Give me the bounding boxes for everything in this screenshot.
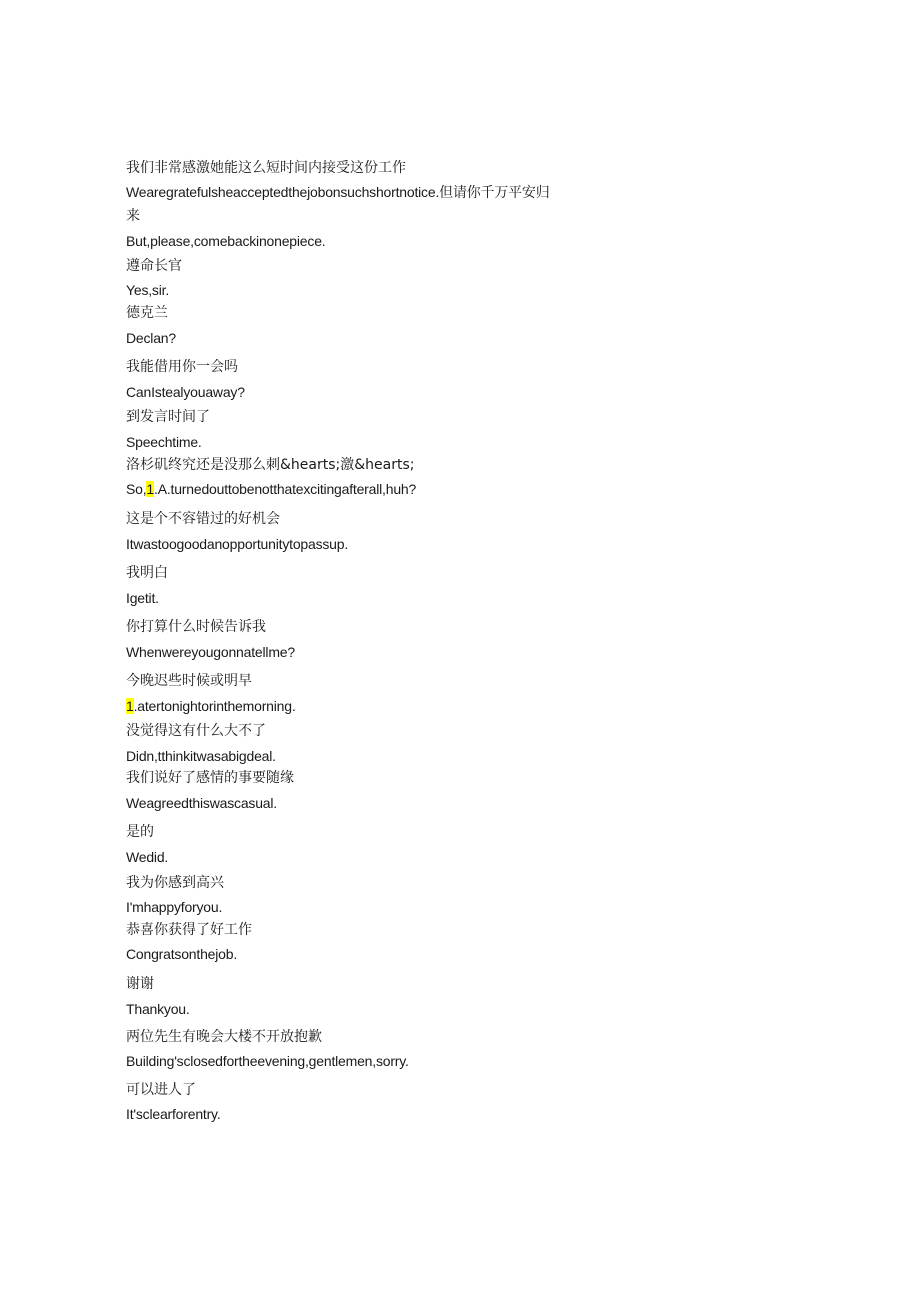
- line-en: Weagreedthiswascasual.: [126, 795, 277, 811]
- line-en: It'sclearforentry.: [126, 1106, 221, 1122]
- line-zh: 可以进人了: [126, 1082, 196, 1098]
- line-en: Didn,tthinkitwasabigdeal.: [126, 748, 276, 764]
- line-en: Wearegratefulsheacceptedthejobonsuchshortnotice.但请你千万平安归: [126, 184, 550, 200]
- line-en: Speechtime.: [126, 434, 202, 450]
- line-en-highlighted: [126, 696, 296, 716]
- line-zh: 到发言时间了: [126, 409, 210, 425]
- line-zh: 洛杉矶终究还是没那么刺&hearts;激&hearts;: [126, 457, 415, 473]
- line-zh: 谢谢: [126, 976, 154, 992]
- line-zh: 两位先生有晚会大楼不开放抱歉: [126, 1029, 322, 1045]
- line-en: Building'sclosedfortheevening,gentlemen,sorry.: [126, 1053, 409, 1069]
- line-zh: 德克兰: [126, 305, 168, 321]
- line-zh: 恭喜你获得了好工作: [126, 922, 252, 938]
- line-zh: 没觉得这有什么大不了: [126, 723, 266, 739]
- line-suffix: .A.turnedouttobenotthatexcitingafterall,huh?: [154, 481, 417, 497]
- line-zh: 我为你感到高兴: [126, 875, 224, 891]
- line-zh: 这是个不容错过的好机会: [126, 511, 280, 527]
- line-en: Congratsonthejob.: [126, 946, 238, 962]
- line-en: Whenwereyougonnatellme?: [126, 644, 295, 660]
- line-en: CanIstealyouaway?: [126, 384, 245, 400]
- line-zh: 是的: [126, 824, 154, 840]
- line-zh: 我们说好了感情的事要随缘: [126, 770, 294, 786]
- line-en: Thankyou.: [126, 1001, 190, 1017]
- highlighted-mark: 1: [126, 698, 134, 714]
- line-zh: 来: [126, 208, 140, 224]
- line-en: Itwastoogoodanopportunitytopassup.: [126, 536, 349, 552]
- line-en: Declan?: [126, 330, 176, 346]
- line-zh: 我能借用你一会吗: [126, 359, 238, 375]
- line-zh: 我明白: [126, 565, 168, 581]
- line-en: But,please,comebackinonepiece.: [126, 233, 326, 249]
- line-en: Wedid.: [126, 849, 169, 865]
- line-en: Yes,sir.: [126, 282, 170, 298]
- line-zh: 你打算什么时候告诉我: [126, 619, 266, 635]
- line-suffix: .atertonightorinthemorning.: [133, 698, 296, 714]
- line-zh: 我们非常感激她能这么短时间内接受这份工作: [126, 160, 406, 176]
- line-prefix: So,: [126, 481, 147, 497]
- line-en-highlighted: [126, 479, 416, 499]
- line-zh: 遵命长官: [126, 258, 182, 274]
- highlighted-mark: 1: [146, 481, 155, 497]
- line-en: Igetit.: [126, 590, 159, 606]
- line-zh: 今晚迟些时候或明早: [126, 673, 252, 689]
- line-en: I'mhappyforyou.: [126, 899, 223, 915]
